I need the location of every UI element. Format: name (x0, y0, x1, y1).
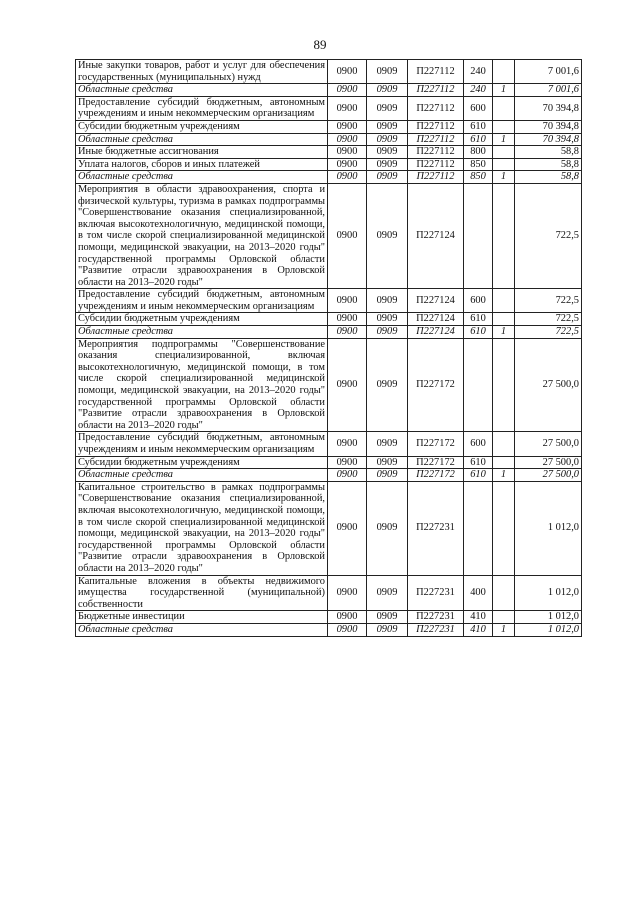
cell-section-code: 0900 (328, 120, 367, 133)
cell-amount: 7 001,6 (515, 84, 582, 97)
cell-target-article: П227112 (408, 120, 464, 133)
cell-expense-type: 800 (464, 146, 493, 159)
cell-target-article: П227112 (408, 96, 464, 120)
table-row (76, 146, 582, 159)
cell-subsection-code: 0909 (367, 171, 408, 184)
cell-target-article: П227124 (408, 183, 464, 288)
table-row (76, 456, 582, 469)
cell-amount: 70 394,8 (515, 96, 582, 120)
cell-funding-source (493, 183, 515, 288)
cell-amount: 27 500,0 (515, 469, 582, 482)
cell-subsection-code: 0909 (367, 432, 408, 456)
cell-target-article: П227231 (408, 623, 464, 636)
cell-subsection-code: 0909 (367, 469, 408, 482)
cell-amount: 27 500,0 (515, 338, 582, 432)
cell-expense-type: 600 (464, 432, 493, 456)
cell-expense-type: 850 (464, 158, 493, 171)
cell-funding-source (493, 611, 515, 624)
cell-section-code: 0900 (328, 84, 367, 97)
row-description: Мероприятия подпрограммы "Совершенствование оказания специализированной, включая высокотехнологичную, медицинской помощи, в том числе скорой специализированной медицинской помощи, медицинской эвакуации, на 2013–2020 годы" государственной программы Орловской области "Развитие отрасли здравоохранения в Орловской области на 2013–2020 годы" (76, 338, 328, 432)
row-description: Уплата налогов, сборов и иных платежей (76, 158, 328, 171)
row-description: Бюджетные инвестиции (76, 611, 328, 624)
cell-subsection-code: 0909 (367, 481, 408, 575)
table-row (76, 120, 582, 133)
cell-subsection-code: 0909 (367, 96, 408, 120)
cell-expense-type: 410 (464, 611, 493, 624)
cell-amount: 1 012,0 (515, 481, 582, 575)
cell-subsection-code: 0909 (367, 158, 408, 171)
cell-funding-source (493, 481, 515, 575)
cell-expense-type: 600 (464, 289, 493, 313)
table-row (76, 481, 582, 575)
cell-target-article: П227124 (408, 313, 464, 326)
cell-funding-source (493, 575, 515, 611)
cell-expense-type: 850 (464, 171, 493, 184)
cell-amount: 7 001,6 (515, 60, 582, 84)
cell-target-article: П227172 (408, 338, 464, 432)
cell-funding-source: 1 (493, 623, 515, 636)
cell-amount: 70 394,8 (515, 133, 582, 146)
cell-target-article: П227112 (408, 158, 464, 171)
table-row (76, 289, 582, 313)
table-row (76, 611, 582, 624)
cell-section-code: 0900 (328, 60, 367, 84)
cell-funding-source: 1 (493, 326, 515, 339)
cell-expense-type (464, 338, 493, 432)
cell-funding-source: 1 (493, 133, 515, 146)
cell-section-code: 0900 (328, 313, 367, 326)
table-row (76, 96, 582, 120)
cell-subsection-code: 0909 (367, 120, 408, 133)
cell-amount: 1 012,0 (515, 575, 582, 611)
row-description: Иные закупки товаров, работ и услуг для обеспечения государственных (муниципальных) нужд (76, 60, 328, 84)
cell-expense-type: 240 (464, 84, 493, 97)
cell-target-article: П227172 (408, 469, 464, 482)
row-description: Областные средства (76, 469, 328, 482)
cell-amount: 722,5 (515, 183, 582, 288)
cell-section-code: 0900 (328, 96, 367, 120)
cell-expense-type: 610 (464, 120, 493, 133)
table-row (76, 84, 582, 97)
row-description: Областные средства (76, 84, 328, 97)
cell-target-article: П227172 (408, 432, 464, 456)
row-description: Мероприятия в области здравоохранения, спорта и физической культуры, туризма в рамках подпрограммы "Совершенствование оказания специализированной, включая высокотехнологичную, медицинской помощи, в том числе скорой специализированной медицинской помощи, медицинской эвакуации, на 2013–2020 годы" государственной программы Орловской области "Развитие отрасли здравоохранения в Орловской области на 2013–2020 годы" (76, 183, 328, 288)
cell-section-code: 0900 (328, 623, 367, 636)
row-description: Предоставление субсидий бюджетным, автономным учреждениям и иным некоммерческим организациям (76, 289, 328, 313)
cell-amount: 722,5 (515, 326, 582, 339)
budget-table (75, 59, 582, 637)
cell-section-code: 0900 (328, 171, 367, 184)
row-description: Капитальные вложения в объекты недвижимого имущества государственной (муниципальной) собственности (76, 575, 328, 611)
cell-amount: 70 394,8 (515, 120, 582, 133)
row-description: Субсидии бюджетным учреждениям (76, 313, 328, 326)
cell-funding-source (493, 338, 515, 432)
row-description: Субсидии бюджетным учреждениям (76, 120, 328, 133)
row-description: Областные средства (76, 133, 328, 146)
cell-target-article: П227112 (408, 133, 464, 146)
row-description: Иные бюджетные ассигнования (76, 146, 328, 159)
cell-amount: 1 012,0 (515, 611, 582, 624)
cell-amount: 27 500,0 (515, 456, 582, 469)
row-description: Областные средства (76, 171, 328, 184)
cell-funding-source (493, 158, 515, 171)
table-row (76, 469, 582, 482)
cell-subsection-code: 0909 (367, 60, 408, 84)
cell-funding-source (493, 456, 515, 469)
page-number: 89 (313, 37, 327, 52)
row-description: Субсидии бюджетным учреждениям (76, 456, 328, 469)
cell-target-article: П227231 (408, 611, 464, 624)
table-row (76, 158, 582, 171)
cell-expense-type: 610 (464, 313, 493, 326)
table-row (76, 133, 582, 146)
cell-funding-source (493, 146, 515, 159)
cell-section-code: 0900 (328, 469, 367, 482)
table-row (76, 432, 582, 456)
row-description: Капитальное строительство в рамках подпрограммы "Совершенствование оказания специализированной, включая высокотехнологичную, медицинской помощи, в том числе скорой специализированной медицинской помощи, медицинской эвакуации, на 2013–2020 годы" государственной программы Орловской области "Развитие отрасли здравоохранения в Орловской области на 2013–2020 годы" (76, 481, 328, 575)
cell-section-code: 0900 (328, 611, 367, 624)
table-row (76, 60, 582, 84)
table-body (76, 60, 582, 637)
table-row (76, 313, 582, 326)
cell-funding-source (493, 60, 515, 84)
cell-section-code: 0900 (328, 183, 367, 288)
cell-target-article: П227124 (408, 289, 464, 313)
table-row (76, 171, 582, 184)
cell-amount: 722,5 (515, 313, 582, 326)
cell-section-code: 0900 (328, 575, 367, 611)
row-description: Предоставление субсидий бюджетным, автономным учреждениям и иным некоммерческим организациям (76, 96, 328, 120)
cell-subsection-code: 0909 (367, 289, 408, 313)
row-description: Предоставление субсидий бюджетным, автономным учреждениям и иным некоммерческим организациям (76, 432, 328, 456)
cell-funding-source: 1 (493, 171, 515, 184)
cell-amount: 58,8 (515, 158, 582, 171)
cell-section-code: 0900 (328, 146, 367, 159)
table-row (76, 575, 582, 611)
cell-expense-type: 400 (464, 575, 493, 611)
cell-expense-type: 610 (464, 469, 493, 482)
cell-section-code: 0900 (328, 338, 367, 432)
cell-amount: 722,5 (515, 289, 582, 313)
cell-subsection-code: 0909 (367, 338, 408, 432)
cell-section-code: 0900 (328, 133, 367, 146)
cell-amount: 27 500,0 (515, 432, 582, 456)
cell-subsection-code: 0909 (367, 623, 408, 636)
cell-target-article: П227112 (408, 60, 464, 84)
table-row (76, 183, 582, 288)
cell-expense-type: 610 (464, 133, 493, 146)
cell-subsection-code: 0909 (367, 146, 408, 159)
cell-section-code: 0900 (328, 158, 367, 171)
cell-expense-type: 410 (464, 623, 493, 636)
cell-funding-source (493, 313, 515, 326)
cell-section-code: 0900 (328, 326, 367, 339)
row-description: Областные средства (76, 623, 328, 636)
cell-expense-type (464, 481, 493, 575)
cell-subsection-code: 0909 (367, 133, 408, 146)
cell-subsection-code: 0909 (367, 456, 408, 469)
cell-funding-source (493, 432, 515, 456)
cell-expense-type: 610 (464, 326, 493, 339)
cell-subsection-code: 0909 (367, 575, 408, 611)
cell-expense-type: 610 (464, 456, 493, 469)
cell-target-article: П227124 (408, 326, 464, 339)
cell-subsection-code: 0909 (367, 313, 408, 326)
cell-section-code: 0900 (328, 289, 367, 313)
cell-expense-type: 240 (464, 60, 493, 84)
cell-target-article: П227112 (408, 84, 464, 97)
cell-expense-type (464, 183, 493, 288)
cell-subsection-code: 0909 (367, 84, 408, 97)
table-row (76, 338, 582, 432)
cell-amount: 58,8 (515, 146, 582, 159)
cell-target-article: П227172 (408, 456, 464, 469)
cell-target-article: П227231 (408, 481, 464, 575)
cell-section-code: 0900 (328, 456, 367, 469)
cell-funding-source (493, 289, 515, 313)
cell-amount: 58,8 (515, 171, 582, 184)
cell-section-code: 0900 (328, 432, 367, 456)
cell-amount: 1 012,0 (515, 623, 582, 636)
cell-subsection-code: 0909 (367, 183, 408, 288)
row-description: Областные средства (76, 326, 328, 339)
cell-funding-source (493, 120, 515, 133)
cell-target-article: П227231 (408, 575, 464, 611)
cell-subsection-code: 0909 (367, 326, 408, 339)
cell-funding-source: 1 (493, 84, 515, 97)
cell-expense-type: 600 (464, 96, 493, 120)
cell-subsection-code: 0909 (367, 611, 408, 624)
cell-target-article: П227112 (408, 146, 464, 159)
cell-funding-source: 1 (493, 469, 515, 482)
cell-funding-source (493, 96, 515, 120)
cell-target-article: П227112 (408, 171, 464, 184)
cell-section-code: 0900 (328, 481, 367, 575)
table-row (76, 326, 582, 339)
table-row (76, 623, 582, 636)
